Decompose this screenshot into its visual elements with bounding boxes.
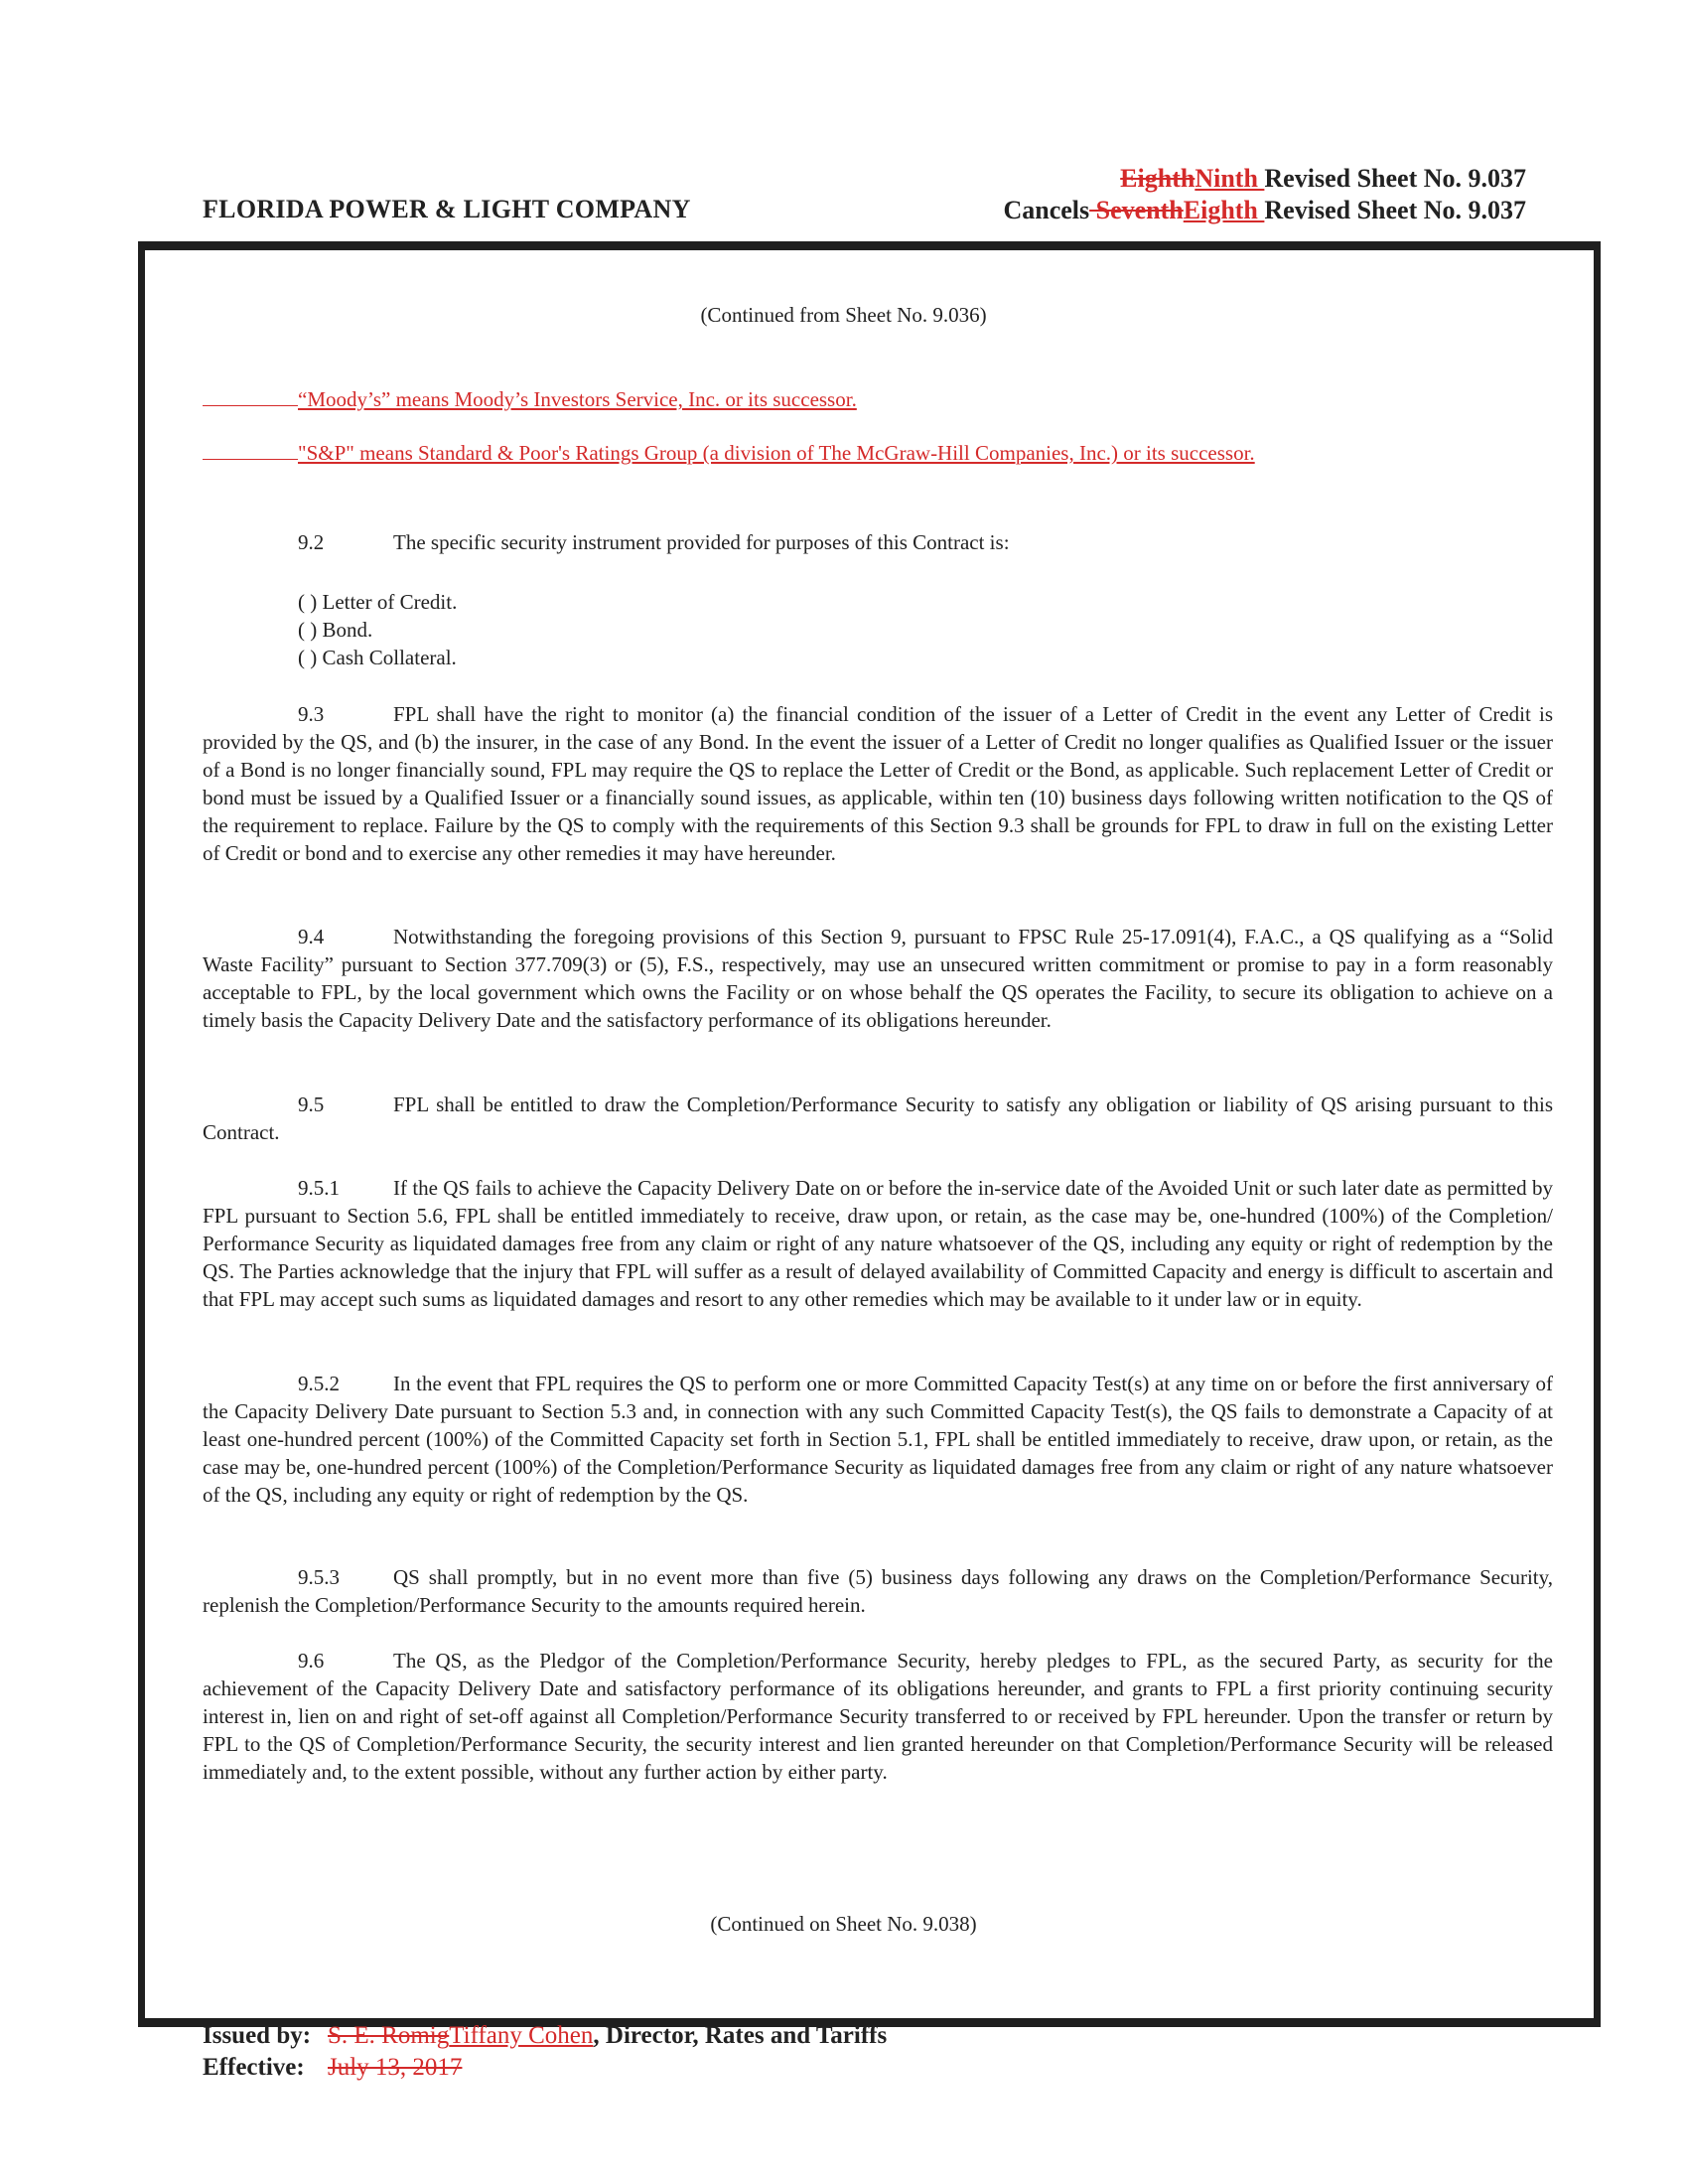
section-text: If the QS fails to achieve the Capacity Delivery Date on or before the in-service date of the Avoided Unit or such later date as permitted by FPL pursuant to Section 5.6, FPL shall be entitled immediately to receive, draw upon, or retain, as the case may be, one-hundred (100%) of the Completion/ Performance Security as liquidated damages free from any claim or right of any nature whatsoever of the QS, including any equity or right of redemption by the QS. The Parties acknowledge that the injury that FPL will suffer as a result of delayed availability of Committed Capacity and energy is difficult to ascertain and that FPL may accept such sums as liquidated damages and resort to any other remedies which may be available to it under law or in equity. — [203, 1176, 1553, 1311]
sheet-revision-line — [1003, 163, 1526, 195]
option-bond: ( ) Bond. — [298, 618, 373, 642]
section-number: 9.6 — [298, 1649, 325, 1673]
section-text: In the event that FPL requires the QS to perform one or more Committed Capacity Test(s) at any time on or before the first anniversary of the Capacity Delivery Date pursuant to Section 5.3 and, in connection with any such Committed Capacity Test(s), the QS fails to demonstrate a Capacity of at least one-hundred percent (100%) of the Committed Capacity set forth in Section 5.1, FPL shall be entitled immediately to receive, draw upon, or retain, as the case may be, one-hundred percent (100%) of the Completion/Performance Security as liquidated damages free from any claim or right of any nature whatsoever of the QS, including any equity or right of redemption by the QS. — [203, 1372, 1553, 1507]
section-9-3 — [203, 700, 1553, 867]
section-text: The QS, as the Pledgor of the Completion/Performance Security, hereby pledges to FPL, as the secured Party, as security for the achievement of the Capacity Delivery Date and satisfactory performance of its obligations hereunder, and grants to FPL a first priority continuing security interest in, lien on and right of set-off against all Completion/Performance Security transferred to or received by FPL hereunder. Upon the transfer or return by FPL to the QS of Completion/Performance Security, the security interest and lien granted hereunder on that Completion/Performance Security will be released immediately and, to the extent possible, without any further action by either party. — [203, 1649, 1553, 1784]
section-9-5-1 — [203, 1174, 1553, 1313]
section-number: 9.3 — [298, 702, 325, 726]
definition-sp — [203, 441, 1255, 466]
inserted-revision: Ninth — [1195, 164, 1265, 193]
revision-text: Revised Sheet No. 9.037 — [1264, 164, 1526, 193]
option-letter-of-credit: ( ) Letter of Credit. — [298, 590, 458, 614]
sheet-number-block — [1003, 163, 1526, 226]
definition-text: "S&P" means Standard & Poor's Ratings Group (a division of The McGraw-Hill Companies, Inc.) or its successor. — [298, 441, 1255, 465]
section-text: The specific security instrument provided for purposes of this Contract is: — [393, 530, 1010, 554]
section-9-5-2 — [203, 1370, 1553, 1509]
issued-by-row — [203, 2020, 887, 2052]
section-9-5 — [203, 1091, 1553, 1146]
effective-row — [203, 2052, 887, 2084]
section-text: FPL shall be entitled to draw the Completion/Performance Security to satisfy any obligation or liability of QS arising pursuant to this Contract. — [203, 1092, 1553, 1144]
company-name: FLORIDA POWER & LIGHT COMPANY — [203, 195, 691, 223]
section-text: FPL shall have the right to monitor (a) the financial condition of the issuer of a Letter of Credit in the event any Letter of Credit is provided by the QS, and (b) the insurer, in the case of any Bond. In the event the issuer of a Letter of Credit no longer qualifies as Qualified Issuer or the issuer of a Bond is no longer financially sound, FPL may require the QS to replace the Letter of Credit or the Bond, as applicable. Such replacement Letter of Credit or bond must be issued by a Qualified Issuer or a financially sound issues, as applicable, within ten (10) business days following written notification to the QS of the requirement to replace. Failure by the QS to comply with the requirements of this Section 9.3 shall be grounds for FPL to draw in full on the existing Letter of Credit or bond and to exercise any other remedies it may have hereunder. — [203, 702, 1553, 865]
issuance-footer — [203, 2020, 887, 2084]
cancels-prefix: Cancels — [1003, 196, 1090, 224]
issued-by-label: Issued by: — [203, 2022, 312, 2049]
inserted-cancel-revision: Eighth — [1183, 196, 1265, 224]
security-options — [298, 588, 457, 671]
deleted-issuer: S. E. Romig — [328, 2022, 450, 2049]
inserted-issuer: Tiffany Cohen — [449, 2022, 594, 2049]
section-text: Notwithstanding the foregoing provisions of this Section 9, pursuant to FPSC Rule 25-17.091(4), F.A.C., a QS qualifying as a “Solid Waste Facility” pursuant to Section 377.709(3) or (5), F.S., respectively, may use an unsecured written commitment or promise to pay in a form reasonably acceptable to FPL, by the local government which owns the Facility or on whose behalf the QS operates the Facility, to secure its obligation to achieve on a timely basis the Capacity Delivery Date and the satisfactory performance of its obligations hereunder. — [203, 925, 1553, 1032]
continued-from-note: (Continued from Sheet No. 9.036) — [700, 303, 987, 327]
section-text: QS shall promptly, but in no event more than five (5) business days following any draws on the Completion/Performance Security, replenish the Completion/Performance Security to the amounts required herein. — [203, 1565, 1553, 1617]
deleted-effective-date: July 13, 2017 — [328, 2054, 463, 2081]
definition-text: “Moody’s” means Moody’s Investors Service, Inc. or its successor. — [298, 387, 857, 411]
effective-label: Effective: — [203, 2054, 305, 2081]
section-number: 9.5.1 — [298, 1176, 340, 1200]
section-9-2 — [203, 528, 1553, 556]
option-cash-collateral: ( ) Cash Collateral. — [298, 646, 457, 669]
section-number: 9.4 — [298, 925, 325, 948]
section-number: 9.2 — [298, 530, 325, 554]
deleted-revision: Eighth — [1120, 164, 1195, 193]
deleted-cancel-revision: Seventh — [1089, 196, 1184, 224]
section-number: 9.5.3 — [298, 1565, 340, 1589]
cancels-text: Revised Sheet No. 9.037 — [1264, 196, 1526, 224]
continued-on-note: (Continued on Sheet No. 9.038) — [710, 1912, 977, 1936]
section-9-4 — [203, 923, 1553, 1034]
section-number: 9.5 — [298, 1092, 325, 1116]
section-number: 9.5.2 — [298, 1372, 340, 1395]
definition-moodys — [203, 387, 857, 412]
sheet-cancels-line — [1003, 195, 1526, 226]
section-9-5-3 — [203, 1563, 1553, 1619]
section-9-6 — [203, 1647, 1553, 1786]
issuer-title: , Director, Rates and Tariffs — [593, 2022, 888, 2049]
